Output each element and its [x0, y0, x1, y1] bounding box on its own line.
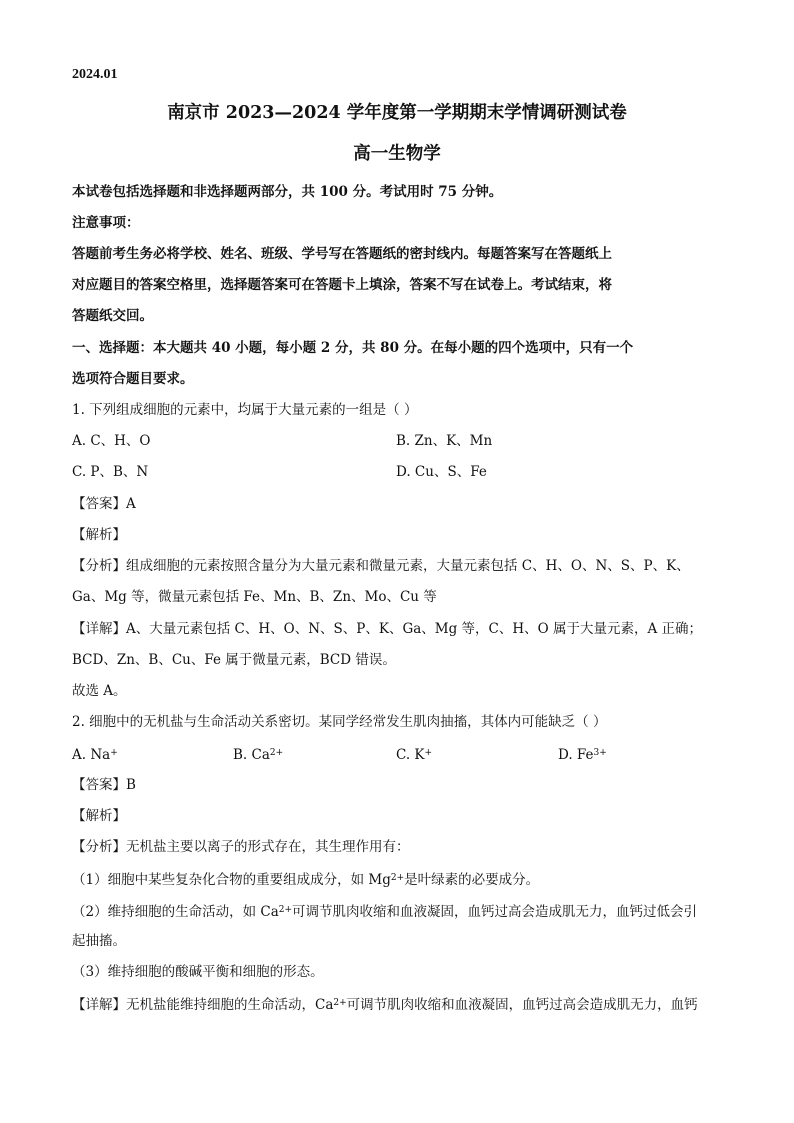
- option-d-charge: 3+: [593, 748, 607, 758]
- question-1-answer: [72, 495, 136, 513]
- question-2-option-a: [72, 744, 118, 764]
- xiangjie-text: 无机盐能维持细胞的生命活动，Ca: [126, 997, 334, 1013]
- question-2-point-1: [72, 869, 539, 889]
- question-2-fenxi-line-1: [72, 838, 410, 856]
- point-2-text: （2）维持细胞的生命活动，如 Ca: [72, 904, 279, 920]
- section-heading-line-1: 一、选择题：本大题共 40 小题，每小题 2 分，共 80 分。在每小题的四个选项中，只有一个: [72, 340, 634, 356]
- option-b-text: B. Ca: [233, 747, 270, 763]
- question-2-option-d: [558, 744, 607, 764]
- question-2-point-2-line-2: 起抽搐。: [72, 933, 126, 949]
- fenxi-tag: 【分析】: [72, 558, 126, 574]
- question-1-option-a: A. C、H、O: [72, 433, 151, 449]
- question-1-option-c: C. P、B、N: [72, 464, 149, 480]
- notice-line-1: 答题前考生务必将学校、姓名、班级、学号写在答题纸的密封线内。每题答案写在答题纸上: [72, 246, 612, 262]
- exam-title: 南京市 2023—2024 学年度第一学期期末学情调研测试卷: [167, 103, 627, 123]
- option-d-text: D. Fe: [558, 747, 594, 763]
- notice-line-2: 对应题目的答案空格里，选择题答案可在答题卡上填涂，答案不写在试卷上。考试结束，将: [72, 277, 612, 293]
- answer-value: B: [126, 777, 136, 793]
- option-b-charge: 2+: [269, 748, 284, 758]
- xiangjie-text-end: 可调节肌肉收缩和血液凝固，血钙过高会造成肌无力，血钙: [346, 997, 698, 1013]
- question-2-analysis-tag: 【解析】: [72, 808, 126, 824]
- xiangjie-tag: 【详解】: [72, 621, 126, 637]
- option-a-text: A. Na: [72, 747, 111, 763]
- xiangjie-tag: 【详解】: [72, 997, 126, 1013]
- question-1-xiangjie-line-2: BCD、Zn、B、Cu、Fe 属于微量元素，BCD 错误。: [72, 652, 396, 668]
- question-2-answer: [72, 776, 136, 794]
- option-a-charge: +: [110, 748, 118, 758]
- question-1-analysis-tag: 【解析】: [72, 527, 126, 543]
- point-1-charge: 2+: [390, 873, 405, 883]
- exam-intro: 本试卷包括选择题和非选择题两部分，共 100 分。考试用时 75 分钟。: [72, 184, 503, 200]
- fenxi-tag: 【分析】: [72, 839, 126, 855]
- question-2-xiangjie-line-1: [72, 994, 698, 1014]
- question-1-option-b: B. Zn、K、Mn: [396, 433, 493, 449]
- xiangjie-charge: 2+: [333, 998, 347, 1008]
- option-c-text: C. K: [396, 747, 425, 763]
- fenxi-text: 无机盐主要以离子的形式存在，其生理作用有：: [126, 839, 410, 855]
- question-2-option-b: [233, 744, 283, 764]
- notice-heading: 注意事项：: [72, 215, 140, 231]
- section-heading-line-2: 选项符合题目要求。: [72, 371, 194, 387]
- exam-date: 2024.01: [72, 67, 118, 82]
- question-1-stem: 1. 下列组成细胞的元素中，均属于大量元素的一组是（ ）: [72, 402, 418, 418]
- answer-value: A: [126, 496, 136, 512]
- point-1-text-end: 是叶绿素的必要成分。: [404, 872, 540, 888]
- exam-subject: 高一生物学: [353, 144, 441, 164]
- question-2-option-c: [396, 744, 432, 764]
- answer-tag: 【答案】: [72, 777, 126, 793]
- question-1-conclusion: 故选 A。: [72, 683, 127, 699]
- notice-line-3: 答题纸交回。: [72, 308, 153, 324]
- question-1-fenxi-line-2: Ga、Mg 等，微量元素包括 Fe、Mn、B、Zn、Mo、Cu 等: [72, 589, 437, 605]
- question-1-option-d: D. Cu、S、Fe: [396, 464, 487, 480]
- point-2-charge: 2+: [278, 905, 293, 915]
- answer-tag: 【答案】: [72, 496, 126, 512]
- question-1-fenxi-line-1: [72, 557, 690, 575]
- point-1-text: （1）细胞中某些复杂化合物的重要组成成分，如 Mg: [72, 872, 391, 888]
- question-1-xiangjie-line-1: [72, 620, 702, 638]
- question-2-stem: 2. 细胞中的无机盐与生命活动关系密切。某同学经常发生肌肉抽搐，其体内可能缺乏（ ）: [72, 714, 607, 730]
- question-2-point-3: （3）维持细胞的酸碱平衡和细胞的形态。: [72, 964, 324, 980]
- question-2-point-2: [72, 901, 697, 921]
- option-c-charge: +: [424, 748, 433, 758]
- point-2-text-end: 可调节肌肉收缩和血液凝固，血钙过高会造成肌无力，血钙过低会引: [292, 904, 698, 920]
- fenxi-text: 组成细胞的元素按照含量分为大量元素和微量元素，大量元素包括 C、H、O、N、S、P、K、: [126, 558, 690, 574]
- xiangjie-text: A、大量元素包括 C、H、O、N、S、P、K、Ga、Mg 等，C、H、O 属于大量元素，A 正确；: [126, 621, 703, 637]
